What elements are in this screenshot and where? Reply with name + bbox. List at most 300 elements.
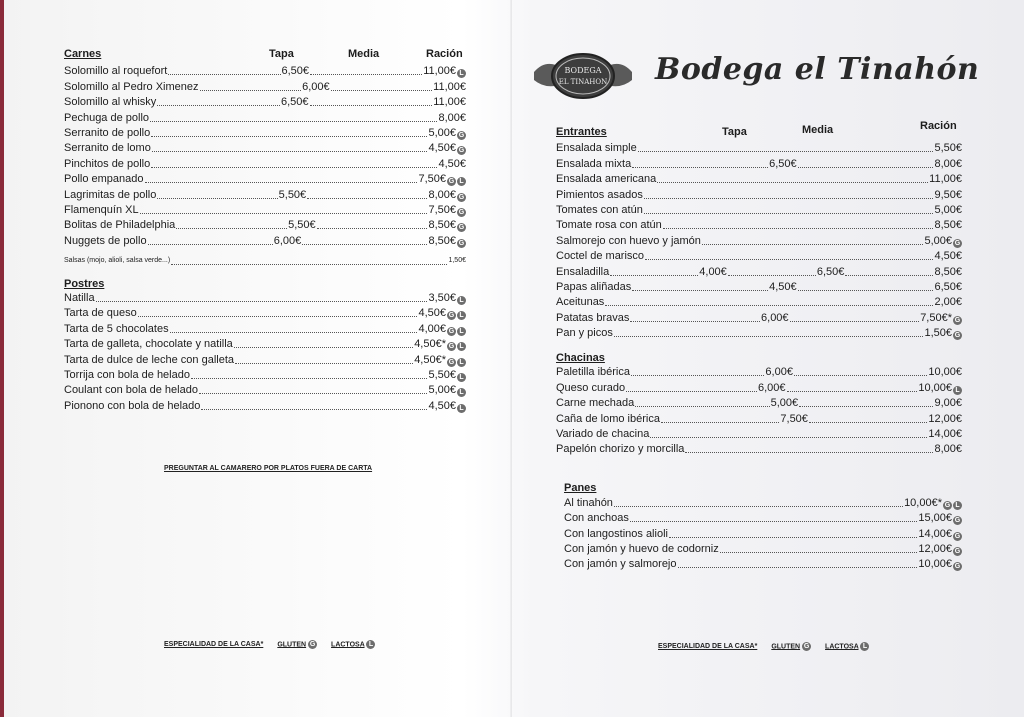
menu-item (564, 494, 962, 509)
gluten-icon: G (944, 501, 951, 509)
gluten-icon: G (954, 517, 961, 525)
dot-leader (150, 121, 437, 122)
item-name: Solomillo al whisky (64, 96, 157, 109)
dot-leader (151, 167, 437, 168)
gluten-icon: G (954, 532, 961, 540)
item-racion: 1,50€ (924, 327, 952, 340)
item-media: 6,50€ (280, 96, 309, 109)
carnes-header (64, 48, 466, 63)
item-name: Con jamón y huevo de codorniz (564, 542, 719, 555)
gluten-icon: G (309, 641, 316, 648)
menu-item (64, 155, 466, 170)
gluten-icon: G (954, 563, 961, 571)
item-racion: 10,00€ (918, 381, 953, 394)
menu-item (556, 395, 962, 410)
lactosa-icon: L (457, 296, 466, 305)
item-price: 10,00€* (904, 496, 942, 509)
legend-lactosa: LACTOSA (825, 643, 859, 651)
item-name: Lagrimitas de pollo (64, 188, 157, 201)
item-name: Con langostinos alioli (564, 527, 668, 540)
item-price: 5,00€ (428, 384, 456, 397)
item-racion: 8,50€ (934, 219, 962, 232)
lactosa-icon: L (457, 358, 466, 367)
dot-leader (669, 537, 917, 538)
menu-item (64, 397, 466, 412)
menu-item (64, 78, 466, 93)
menu-item (64, 63, 466, 78)
postres-list (64, 290, 466, 413)
item-racion: 6,50€ (934, 280, 963, 293)
item-racion: 9,00€ (934, 397, 962, 410)
dot-leader (799, 406, 933, 407)
dot-leader (138, 316, 418, 317)
dot-leader (661, 422, 779, 423)
item-price: 10,00€ (918, 558, 952, 571)
dot-leader (638, 151, 934, 152)
menu-item (64, 290, 466, 305)
item-racion: 8,00€ (428, 188, 456, 201)
legend-right (658, 642, 869, 651)
lactosa-icon: L (457, 388, 466, 397)
dot-leader (200, 90, 302, 91)
allergen-icons (457, 69, 466, 78)
menu-item (556, 379, 962, 394)
entrantes-list (556, 140, 962, 340)
menu-item (556, 325, 962, 340)
item-name: Ensalada simple (556, 142, 637, 155)
item-racion: 10,00€ (928, 366, 963, 379)
menu-item (556, 202, 962, 217)
menu-item (64, 336, 466, 351)
item-name: Serranito de lomo (64, 142, 151, 155)
allergen-icons (447, 311, 466, 320)
item-name: Tarta de queso (64, 307, 137, 320)
menu-item (64, 171, 466, 186)
item-media: 6,00€ (302, 80, 330, 93)
dot-leader (152, 151, 428, 152)
logo-line2: EL TINAHON (558, 78, 608, 86)
allergen-icons (943, 501, 962, 510)
item-name: Queso curado (556, 381, 626, 394)
item-name: Tarta de dulce de leche con galleta (64, 353, 235, 366)
item-racion: 7,50€ (428, 203, 456, 216)
item-name: Tomates con atún (556, 203, 643, 216)
legend-lactosa: LACTOSA (331, 641, 365, 649)
col-racion-label: Ración (920, 120, 957, 132)
allergen-icons (953, 547, 962, 556)
dot-leader (168, 74, 280, 75)
dot-leader (614, 506, 903, 507)
item-price: 4,50€* (414, 353, 446, 366)
dot-leader (644, 213, 934, 214)
menu-item (64, 140, 466, 155)
item-racion: 5,50€ (934, 142, 962, 155)
item-name: Caña de lomo ibérica (556, 412, 660, 425)
dot-leader (148, 244, 273, 245)
item-racion: 7,50€ (418, 173, 446, 186)
item-media: 6,50€ (769, 157, 797, 170)
dot-leader (614, 336, 924, 337)
item-racion: 14,00€ (928, 428, 962, 441)
lactosa-icon: L (457, 373, 466, 382)
dot-leader (331, 90, 433, 91)
dot-leader (644, 198, 934, 199)
menu-item (64, 202, 466, 217)
item-name: Pionono con bola de helado (64, 399, 201, 412)
lactosa-icon: L (457, 69, 466, 78)
dot-leader (201, 409, 427, 410)
allergen-icons (953, 562, 962, 571)
item-name: Ensaladilla (556, 265, 610, 278)
allergen-icons (953, 316, 962, 325)
lactosa-icon: L (860, 642, 869, 651)
item-racion: 9,50€ (934, 188, 962, 201)
lactosa-icon: L (457, 327, 466, 336)
item-name: Pechuga de pollo (64, 111, 150, 124)
item-name: Paletilla ibérica (556, 366, 630, 379)
item-media: 5,50€ (288, 219, 316, 232)
item-name: Tarta de galleta, chocolate y natilla (64, 338, 233, 351)
item-name: Pan y picos (556, 327, 613, 340)
dot-leader (96, 301, 428, 302)
item-name: Torrija con bola de helado (64, 369, 190, 382)
lactosa-icon: L (953, 501, 962, 510)
menu-item (556, 171, 962, 186)
item-name: Pinchitos de pollo (64, 157, 151, 170)
allergen-icons (447, 177, 466, 186)
dot-leader (626, 391, 757, 392)
menu-item (564, 525, 962, 540)
dot-leader (650, 437, 927, 438)
allergen-icons (457, 373, 466, 382)
menu-item (64, 125, 466, 140)
item-name: Natilla (64, 292, 95, 305)
dot-leader (151, 136, 427, 137)
item-racion: 4,50€ (934, 250, 962, 263)
item-media: 5,50€ (278, 188, 307, 201)
item-name: Patatas bravas (556, 311, 630, 324)
allergen-icons (457, 208, 466, 217)
dot-leader (645, 259, 933, 260)
left-page (64, 48, 466, 413)
legend-gluten: GLUTEN (277, 641, 307, 649)
postres-title: Postres (64, 277, 105, 290)
item-racion: 11,00€ (423, 65, 457, 78)
allergen-icons (447, 358, 466, 367)
menu-item (64, 351, 466, 366)
allergen-icons (457, 388, 466, 397)
dot-leader (728, 275, 816, 276)
menu-item (556, 364, 962, 379)
gluten-icon: G (954, 239, 961, 247)
menu-item (64, 109, 466, 124)
menu-item (556, 186, 962, 201)
item-name: Flamenquín XL (64, 203, 139, 216)
dot-leader (140, 213, 428, 214)
off-menu-note: PREGUNTAR AL CAMARERO POR PLATOS FUERA DE CARTA (164, 465, 373, 472)
menu-item (556, 248, 962, 263)
gluten-icon: G (458, 147, 465, 155)
item-name: Salmorejo con huevo y jamón (556, 234, 701, 247)
item-media: 6,50€ (281, 65, 310, 78)
dot-leader (794, 375, 927, 376)
item-name: Pimientos asados (556, 188, 643, 201)
item-racion: 8,50€ (428, 234, 456, 247)
allergen-icons (447, 327, 466, 336)
item-name: Nuggets de pollo (64, 234, 147, 247)
gluten-icon: G (954, 547, 961, 555)
page-fold (510, 0, 512, 717)
allergen-icons (457, 131, 466, 140)
dot-leader (702, 244, 924, 245)
dot-leader (157, 105, 280, 106)
menu-item (556, 441, 962, 456)
item-media: 5,00€ (770, 397, 799, 410)
item-price: 12,00€ (918, 542, 952, 555)
menu-item (556, 217, 962, 232)
item-name: Tomate rosa con atún (556, 219, 662, 232)
col-tapa-label: Tapa (269, 48, 294, 60)
dot-leader (632, 167, 768, 168)
col-media-label: Media (348, 48, 380, 60)
item-racion: 5,00€ (924, 234, 952, 247)
salsas-price: 1,50€ (448, 256, 466, 264)
legend-especialidad: ESPECIALIDAD DE LA CASA* (164, 641, 264, 648)
menu-item (556, 426, 962, 441)
allergen-icons (457, 296, 466, 305)
lactosa-icon: L (457, 311, 466, 320)
dot-leader (302, 244, 427, 245)
item-price: 3,50€ (428, 292, 456, 305)
item-racion: 7,50€* (920, 311, 952, 324)
lactosa-icon: L (457, 342, 466, 351)
allergen-icons (457, 223, 466, 232)
right-page (556, 118, 962, 571)
item-name: Ensalada mixta (556, 157, 632, 170)
panes-list (564, 494, 962, 571)
gluten-icon: G (954, 316, 961, 324)
dot-leader (798, 290, 934, 291)
lactosa-icon: L (953, 386, 962, 395)
item-name: Al tinahón (564, 496, 613, 509)
brand-title: Bodega el Tinahón (655, 52, 980, 87)
gluten-icon: G (458, 224, 465, 232)
dot-leader (630, 321, 760, 322)
item-price: 4,50€ (428, 399, 456, 412)
dot-leader (317, 228, 428, 229)
dot-leader (635, 406, 769, 407)
item-name: Ensalada americana (556, 173, 657, 186)
dot-leader (235, 363, 413, 364)
item-name: Coctel de marisco (556, 250, 645, 263)
item-price: 4,50€* (414, 338, 446, 351)
dot-leader (663, 228, 934, 229)
dot-leader (191, 378, 427, 379)
dot-leader (809, 422, 927, 423)
dot-leader (845, 275, 933, 276)
chacinas-list (556, 364, 962, 456)
menu-item (64, 320, 466, 335)
item-racion: 8,00€ (438, 111, 466, 124)
item-media: 6,00€ (765, 366, 793, 379)
menu-item (64, 305, 466, 320)
item-racion: 4,50€ (438, 157, 466, 170)
item-media: 6,00€ (761, 311, 789, 324)
dot-leader (170, 332, 418, 333)
dot-leader (310, 74, 422, 75)
menu-item (64, 217, 466, 232)
legend-left (164, 640, 375, 649)
dot-leader (234, 347, 413, 348)
item-media: 6,00€ (273, 234, 302, 247)
item-media: 6,00€ (757, 381, 786, 394)
dot-leader (798, 167, 934, 168)
item-name: Serranito de pollo (64, 126, 151, 139)
item-price: 4,50€ (418, 307, 446, 320)
gluten-icon: G (448, 343, 455, 351)
item-racion: 8,00€ (934, 157, 962, 170)
allergen-icons (457, 239, 466, 248)
dot-leader (199, 393, 428, 394)
menu-item (556, 410, 962, 425)
lactosa-icon: L (457, 177, 466, 186)
gluten-icon: G (458, 193, 465, 201)
menu-item (556, 155, 962, 170)
item-racion: 8,00€ (934, 443, 962, 456)
gluten-icon: G (458, 239, 465, 247)
gluten-icon: G (448, 178, 455, 186)
dot-leader (790, 321, 920, 322)
dot-leader (630, 521, 918, 522)
menu-item (64, 232, 466, 247)
allergen-icons (457, 404, 466, 413)
item-racion: 2,00€ (934, 296, 962, 309)
allergen-icons (457, 146, 466, 155)
item-name: Papelón chorizo y morcilla (556, 443, 685, 456)
dot-leader (787, 391, 918, 392)
item-name: Bolitas de Philadelphia (64, 219, 176, 232)
gluten-icon: G (448, 358, 455, 366)
dot-leader (610, 275, 698, 276)
item-price: 14,00€ (918, 527, 952, 540)
allergen-icons (953, 331, 962, 340)
item-racion: 5,00€ (934, 203, 962, 216)
legend-gluten: GLUTEN (771, 643, 801, 651)
item-name: Coulant con bola de helado (64, 384, 198, 397)
gluten-icon: G (803, 643, 810, 650)
carnes-title: Carnes (64, 48, 102, 60)
logo-line1: BODEGA (564, 66, 602, 75)
gluten-icon: G (448, 312, 455, 320)
dot-leader (678, 567, 918, 568)
allergen-icons (447, 342, 466, 351)
item-name: Con jamón y salmorejo (564, 558, 677, 571)
menu-item (556, 263, 962, 278)
gluten-icon: G (458, 208, 465, 216)
dot-leader (171, 264, 447, 265)
panes-title: Panes (564, 482, 597, 495)
salsas-label: Salsas (mojo, alioli, salsa verde...) (64, 256, 171, 264)
item-name: Solomillo al roquefort (64, 65, 168, 78)
dot-leader (605, 305, 933, 306)
item-media: 6,50€ (816, 265, 845, 278)
entrantes-title: Entrantes (556, 126, 607, 138)
gluten-icon: G (954, 332, 961, 340)
dot-leader (157, 198, 277, 199)
item-price: 15,00€ (918, 512, 952, 525)
item-name: Con anchoas (564, 512, 629, 525)
item-racion: 11,00€ (433, 96, 467, 109)
gluten-icon: G (448, 327, 455, 335)
menu-item (564, 556, 962, 571)
item-name: Tarta de 5 chocolates (64, 322, 169, 335)
lactosa-icon: L (366, 640, 375, 649)
dot-leader (685, 452, 933, 453)
col-racion-label: Ración (426, 48, 463, 60)
menu-item (564, 541, 962, 556)
salsas-row (64, 256, 466, 268)
dot-leader (657, 182, 928, 183)
item-tapa: 4,00€ (699, 265, 727, 278)
dot-leader (720, 552, 918, 553)
item-racion: 12,00€ (928, 412, 963, 425)
menu-item (556, 279, 962, 294)
legend-especialidad: ESPECIALIDAD DE LA CASA* (658, 643, 758, 650)
item-name: Carne mechada (556, 397, 635, 410)
item-racion: 8,50€ (934, 265, 962, 278)
dot-leader (632, 290, 768, 291)
entrantes-header (556, 118, 962, 140)
menu-item (556, 140, 962, 155)
item-media: 7,50€ (780, 412, 808, 425)
item-price: 4,00€ (418, 322, 446, 335)
gluten-icon: G (458, 131, 465, 139)
col-tapa-label: Tapa (722, 126, 747, 138)
carnes-list (64, 63, 466, 248)
item-racion: 5,00€ (428, 126, 456, 139)
menu-item (64, 367, 466, 382)
dot-leader (307, 198, 427, 199)
lactosa-icon: L (457, 404, 466, 413)
item-name: Aceitunas (556, 296, 605, 309)
menu-item (556, 294, 962, 309)
menu-item (556, 309, 962, 324)
chacinas-title: Chacinas (556, 352, 605, 365)
item-name: Variado de chacina (556, 428, 650, 441)
item-racion: 4,50€ (428, 142, 456, 155)
item-price: 5,50€ (428, 369, 456, 382)
menu-item (556, 232, 962, 247)
item-racion: 11,00€ (433, 80, 466, 93)
dot-leader (145, 182, 418, 183)
col-media-label: Media (802, 124, 834, 136)
bodega-logo (532, 50, 634, 102)
dot-leader (176, 228, 287, 229)
item-name: Solomillo al Pedro Ximenez (64, 80, 199, 93)
item-racion: 8,50€ (428, 219, 456, 232)
allergen-icons (457, 193, 466, 202)
item-media: 4,50€ (769, 280, 797, 293)
allergen-icons (953, 386, 962, 395)
item-name: Papas aliñadas (556, 280, 632, 293)
menu-item (564, 510, 962, 525)
menu-item (64, 186, 466, 201)
dot-leader (631, 375, 764, 376)
item-name: Pollo empanado (64, 173, 144, 186)
allergen-icons (953, 239, 962, 248)
allergen-icons (953, 532, 962, 541)
dot-leader (310, 105, 433, 106)
